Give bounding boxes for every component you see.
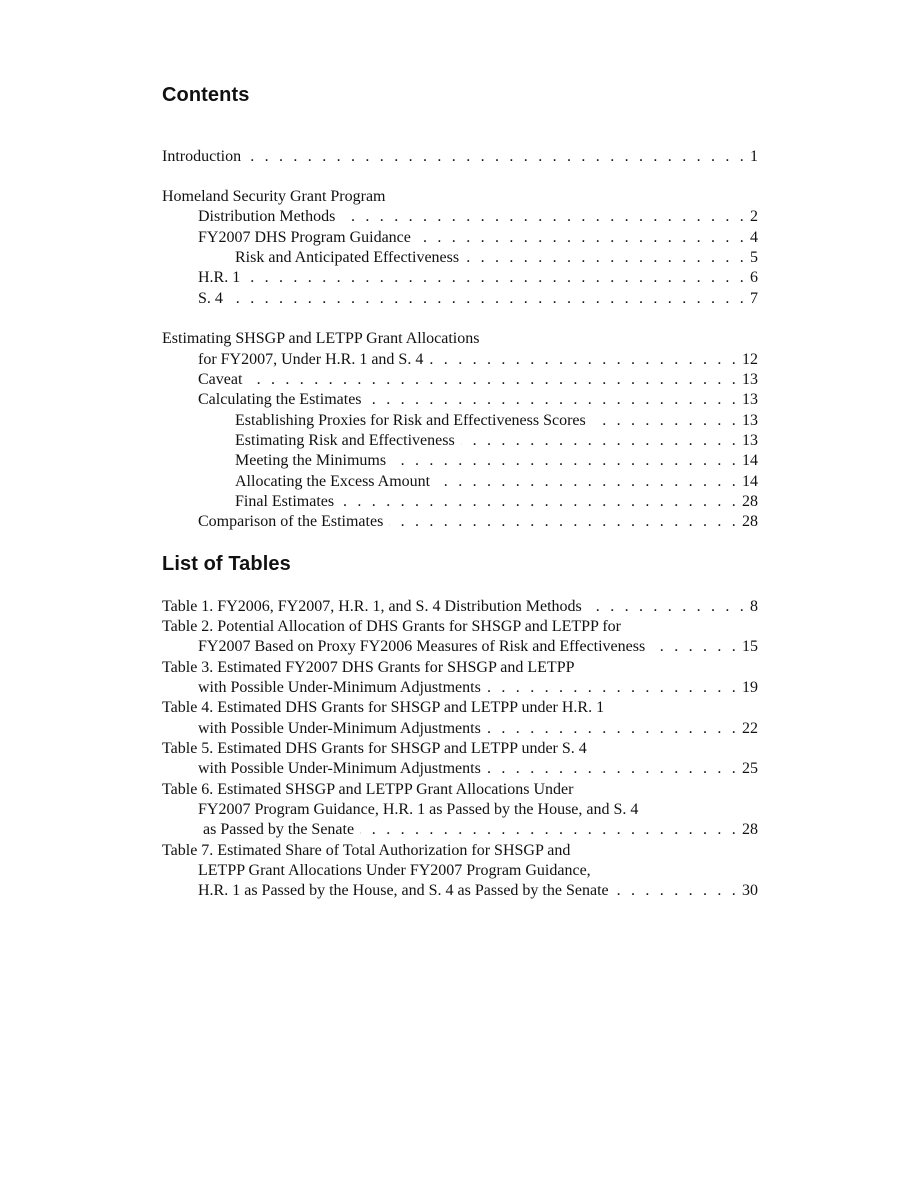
list-of-tables-heading: List of Tables — [162, 553, 291, 575]
table-entry-3-line1: Table 3. Estimated FY2007 DHS Grants for SHSGP and LETPP — [162, 659, 575, 676]
dot-leader — [247, 147, 747, 167]
toc-entry-distribution-methods[interactable] — [198, 207, 758, 227]
toc-entry-label: with Possible Under-Minimum Adjustments — [198, 720, 481, 737]
dot-leader — [248, 370, 739, 390]
toc-entry-allocating-excess[interactable] — [235, 472, 758, 492]
table-entry-4-line1: Table 4. Estimated DHS Grants for SHSGP and LETPP under H.R. 1 — [162, 699, 605, 716]
toc-page-number: 28 — [742, 493, 758, 510]
toc-entry-label: with Possible Under-Minimum Adjustments — [198, 760, 481, 777]
toc-page-number: 28 — [742, 513, 758, 530]
toc-entry-label: Caveat — [198, 371, 243, 388]
toc-entry-label: Comparison of the Estimates — [198, 513, 384, 530]
toc-entry-establishing-proxies[interactable] — [235, 411, 758, 431]
dot-leader — [429, 350, 739, 370]
toc-entry-label: Estimating Risk and Effectiveness — [235, 432, 455, 449]
table-entry-1[interactable] — [162, 597, 758, 617]
toc-entry-label: Allocating the Excess Amount — [235, 473, 431, 490]
toc-entry-meeting-minimums[interactable] — [235, 451, 758, 471]
table-entry-6-line2: FY2007 Program Guidance, H.R. 1 as Passed by the House, and S. 4 — [198, 801, 639, 818]
toc-page-number: 25 — [742, 760, 758, 777]
toc-page-number: 14 — [742, 452, 758, 469]
toc-entry-label: Calculating the Estimates — [198, 391, 362, 408]
toc-entry-label: Meeting the Minimums — [235, 452, 387, 469]
dot-leader — [651, 637, 739, 657]
toc-section-estimating: Estimating SHSGP and LETPP Grant Allocations — [162, 330, 480, 347]
toc-page-number: 14 — [742, 473, 758, 490]
table-entry-3[interactable] — [198, 678, 758, 698]
dot-leader — [368, 390, 739, 410]
toc-section-hsgp: Homeland Security Grant Program — [162, 188, 386, 205]
dot-leader — [487, 719, 739, 739]
toc-page-number: 1 — [750, 148, 758, 165]
dot-leader — [588, 597, 747, 617]
dot-leader — [436, 472, 739, 492]
toc-page-number: 13 — [742, 412, 758, 429]
toc-entry-comparison[interactable] — [198, 512, 758, 532]
toc-entry-label: Introduction — [162, 148, 242, 165]
toc-entry-label: as Passed by the Senate — [203, 821, 355, 838]
toc-entry-label: S. 4 — [198, 290, 223, 307]
dot-leader — [487, 759, 739, 779]
table-entry-5[interactable] — [198, 759, 758, 779]
toc-entry-risk-effectiveness[interactable] — [235, 248, 758, 268]
toc-page-number: 2 — [750, 208, 758, 225]
toc-entry-final-estimates[interactable] — [235, 492, 758, 512]
dot-leader — [360, 820, 739, 840]
toc-entry-fy2007-guidance[interactable] — [198, 228, 758, 248]
dot-leader — [392, 451, 739, 471]
toc-entry-label: for FY2007, Under H.R. 1 and S. 4 — [198, 351, 424, 368]
table-entry-7[interactable] — [198, 881, 758, 901]
table-entry-6-line1: Table 6. Estimated SHSGP and LETPP Grant Allocations Under — [162, 781, 574, 798]
table-entry-2[interactable] — [198, 637, 758, 657]
table-entry-7-line2: LETPP Grant Allocations Under FY2007 Program Guidance, — [198, 862, 591, 879]
dot-leader — [592, 411, 739, 431]
toc-entry-label: H.R. 1 — [198, 269, 241, 286]
dot-leader — [229, 289, 747, 309]
dot-leader — [341, 207, 747, 227]
table-entry-6[interactable] — [203, 820, 758, 840]
toc-page-number: 4 — [750, 229, 758, 246]
toc-page-number: 6 — [750, 269, 758, 286]
toc-entry-label: Establishing Proxies for Risk and Effectiveness Scores — [235, 412, 586, 429]
dot-leader — [417, 228, 747, 248]
toc-page-number: 15 — [742, 638, 758, 655]
toc-entry-introduction[interactable] — [162, 147, 758, 167]
toc-page-number: 5 — [750, 249, 758, 266]
toc-entry-estimating-risk[interactable] — [235, 431, 758, 451]
toc-entry-label: Risk and Anticipated Effectiveness — [235, 249, 460, 266]
dot-leader — [461, 431, 739, 451]
dot-leader — [389, 512, 739, 532]
toc-page-number: 13 — [742, 432, 758, 449]
contents-heading: Contents — [162, 84, 250, 106]
table-entry-2-line1: Table 2. Potential Allocation of DHS Grants for SHSGP and LETPP for — [162, 618, 621, 635]
dot-leader — [615, 881, 739, 901]
toc-entry-fy2007-under[interactable] — [198, 350, 758, 370]
dot-leader — [246, 268, 747, 288]
toc-page-number: 28 — [742, 821, 758, 838]
toc-entry-label: H.R. 1 as Passed by the House, and S. 4 as Passed by the Senate — [198, 882, 609, 899]
toc-entry-s4[interactable] — [198, 289, 758, 309]
toc-entry-label: with Possible Under-Minimum Adjustments — [198, 679, 481, 696]
toc-entry-label: Final Estimates — [235, 493, 335, 510]
dot-leader — [340, 492, 739, 512]
toc-entry-label: FY2007 DHS Program Guidance — [198, 229, 411, 246]
dot-leader — [465, 248, 747, 268]
toc-entry-label: Table 1. FY2006, FY2007, H.R. 1, and S. 4 Distribution Methods — [162, 598, 582, 615]
toc-page-number: 22 — [742, 720, 758, 737]
toc-page-number: 7 — [750, 290, 758, 307]
table-entry-5-line1: Table 5. Estimated DHS Grants for SHSGP and LETPP under S. 4 — [162, 740, 587, 757]
toc-page-number: 13 — [742, 371, 758, 388]
toc-page-number: 12 — [742, 351, 758, 368]
toc-page-number: 8 — [750, 598, 758, 615]
table-entry-7-line1: Table 7. Estimated Share of Total Authorization for SHSGP and — [162, 842, 571, 859]
toc-page-number: 19 — [742, 679, 758, 696]
toc-entry-calculating[interactable] — [198, 390, 758, 410]
toc-page-number: 13 — [742, 391, 758, 408]
toc-entry-caveat[interactable] — [198, 370, 758, 390]
toc-entry-hr1[interactable] — [198, 268, 758, 288]
table-entry-4[interactable] — [198, 719, 758, 739]
toc-entry-label: Distribution Methods — [198, 208, 336, 225]
toc-page-number: 30 — [742, 882, 758, 899]
dot-leader — [487, 678, 739, 698]
toc-entry-label: FY2007 Based on Proxy FY2006 Measures of Risk and Effectiveness — [198, 638, 646, 655]
